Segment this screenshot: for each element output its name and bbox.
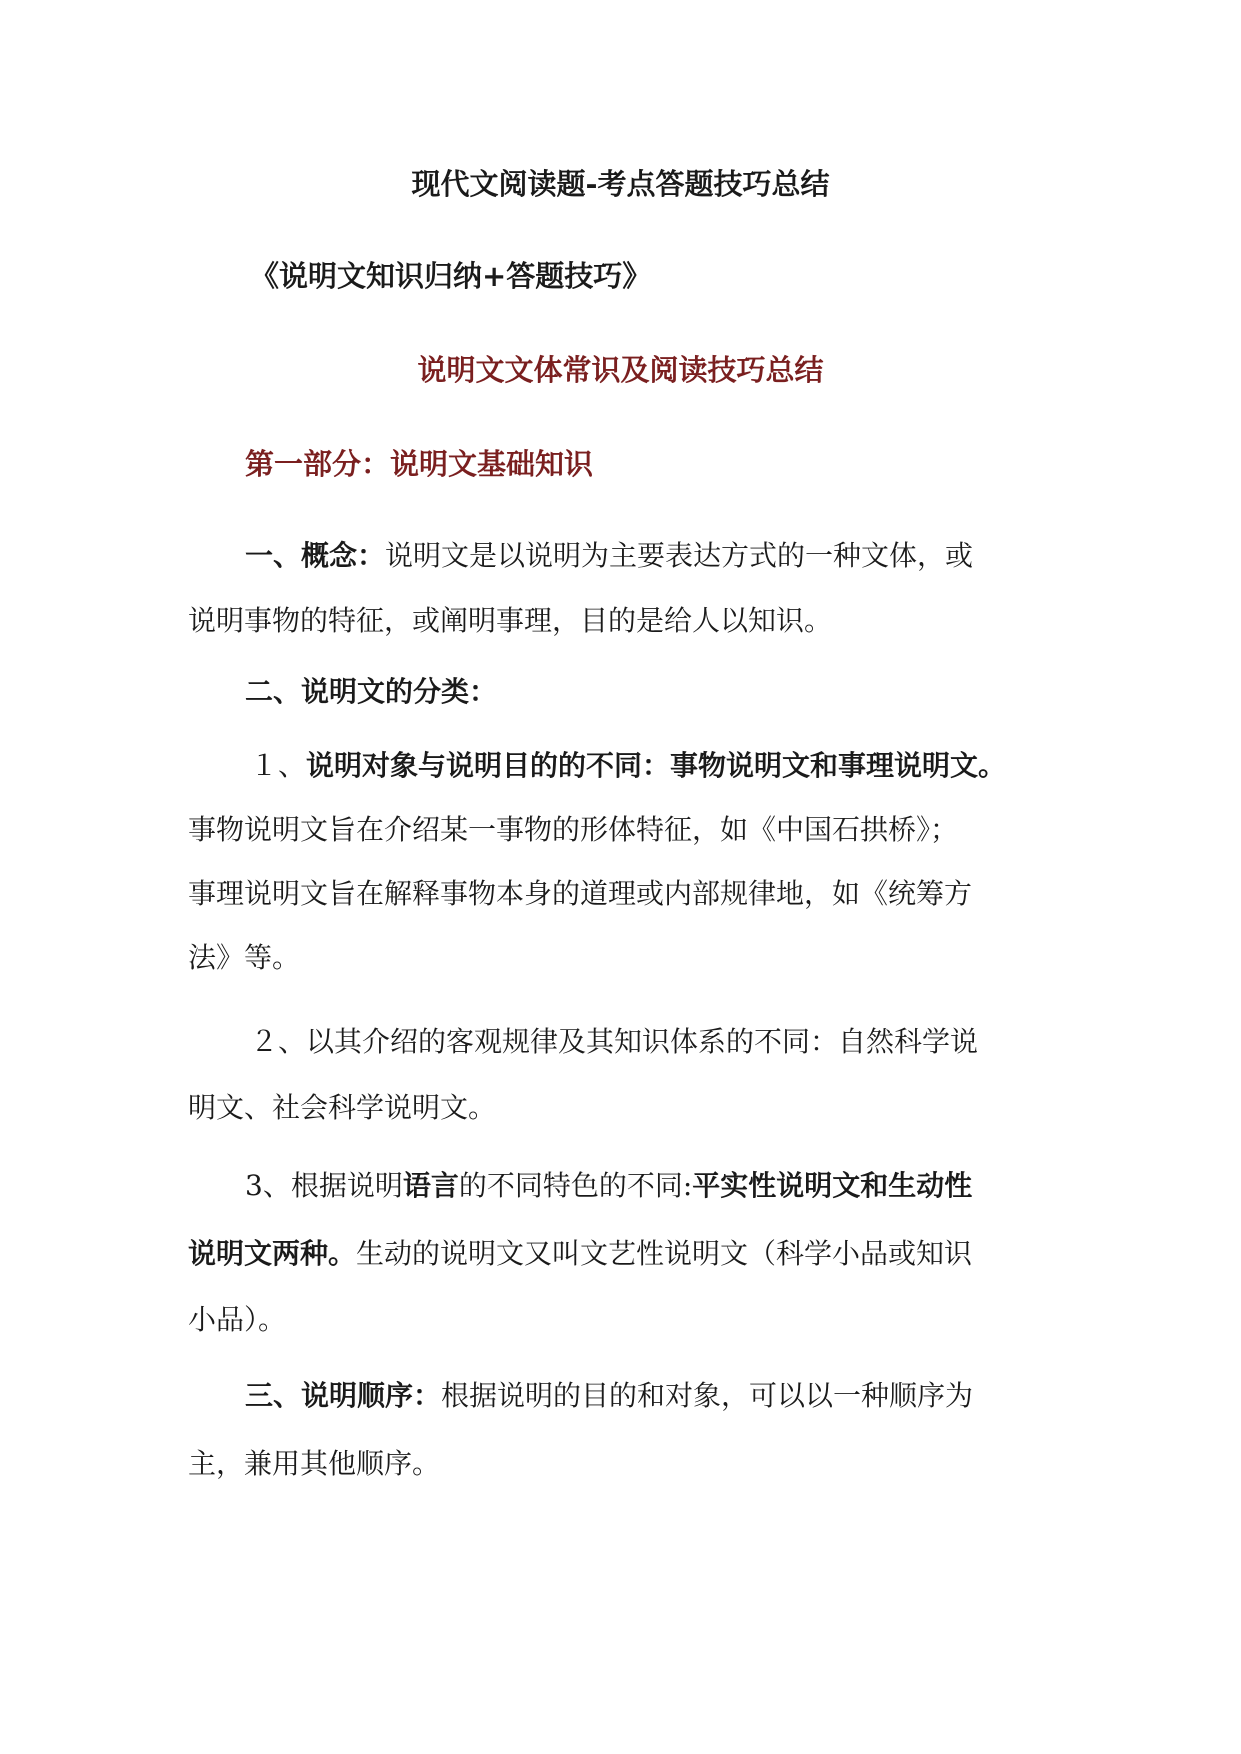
classification-item2-line2: 明文、社会科学说明文。 bbox=[188, 1091, 497, 1124]
classification-item1-line2: 事物说明文旨在介绍某一事物的形体特征，如《中国石拱桥》； bbox=[188, 813, 959, 846]
part-title: 第一部分：说明文基础知识 bbox=[245, 447, 594, 481]
classification-item3-line3: 小品）。 bbox=[188, 1303, 287, 1336]
item1-number: １、 bbox=[250, 749, 307, 782]
item3-middle: 的不同特色的不同: bbox=[458, 1169, 693, 1202]
section-title: 说明文文体常识及阅读技巧总结 bbox=[417, 353, 824, 387]
classification-item1-line1 bbox=[250, 748, 1006, 784]
classification-item2-line1: ２、以其介绍的客观规律及其知识体系的不同：自然科学说 bbox=[250, 1025, 979, 1058]
item3-line2-bold: 说明文两种。 bbox=[188, 1237, 357, 1270]
classification-item3-line2 bbox=[188, 1236, 972, 1272]
sub-title: 《说明文知识归纳+答题技巧》 bbox=[250, 259, 652, 293]
concept-text-1: 说明文是以说明为主要表达方式的一种文体，或 bbox=[385, 539, 974, 572]
order-line-1 bbox=[245, 1378, 973, 1414]
concept-line-1 bbox=[245, 538, 973, 574]
classification-heading: 二、说明文的分类： bbox=[245, 675, 498, 708]
concept-label: 一、概念： bbox=[245, 539, 386, 572]
item1-bold-text: 说明对象与说明目的的不同：事物说明文和事理说明文。 bbox=[306, 749, 1007, 782]
concept-line-2: 说明事物的特征，或阐明事理，目的是给人以知识。 bbox=[188, 604, 833, 637]
order-text-1: 根据说明的目的和对象，可以以一种顺序为 bbox=[441, 1379, 974, 1412]
main-title: 现代文阅读题-考点答题技巧总结 bbox=[411, 167, 830, 201]
item3-line2-rest: 生动的说明文又叫文艺性说明文（科学小品或知识 bbox=[356, 1237, 973, 1270]
classification-item3-line1 bbox=[245, 1168, 972, 1204]
order-line-2: 主，兼用其他顺序。 bbox=[188, 1447, 441, 1480]
item3-bold-word: 语言 bbox=[402, 1169, 459, 1202]
item3-prefix: 3、根据说明 bbox=[245, 1169, 403, 1202]
order-label: 三、说明顺序： bbox=[245, 1379, 442, 1412]
classification-item1-line4: 法》等。 bbox=[188, 941, 301, 974]
classification-item1-line3: 事理说明文旨在解释事物本身的道理或内部规律地，如《统筹方 bbox=[188, 877, 973, 910]
item3-bold-tail: 平实性说明文和生动性 bbox=[692, 1169, 973, 1202]
